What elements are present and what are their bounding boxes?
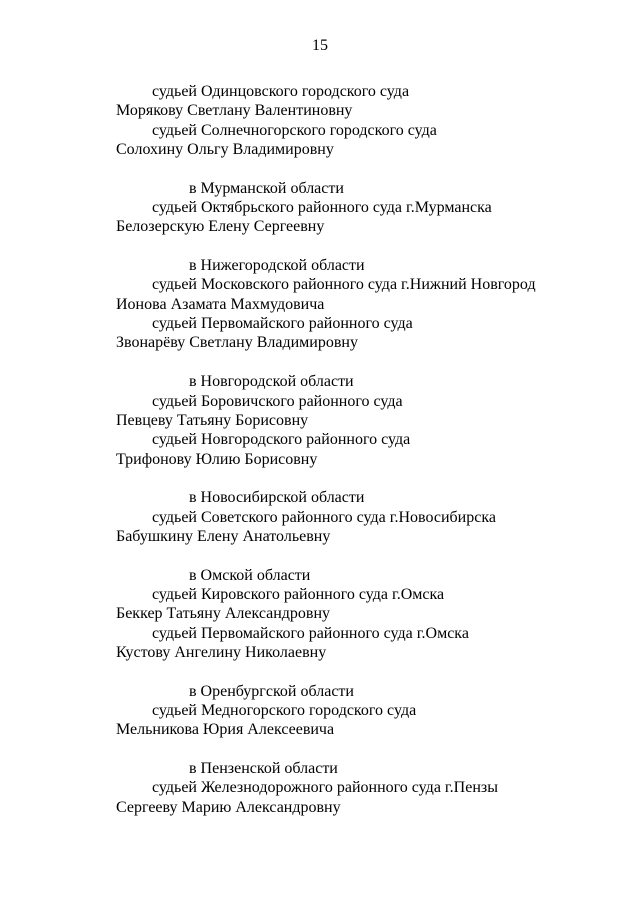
judge-name: Беккер Татьяну Александровну bbox=[116, 605, 331, 623]
judge-name: Звонарёву Светлану Владимировну bbox=[116, 334, 358, 352]
court-line: судьей Кировского районного суда г.Омска bbox=[152, 585, 445, 603]
judge-name: Трифонову Юлию Борисовну bbox=[116, 450, 318, 468]
region-heading: в Нижегородской области bbox=[189, 257, 365, 275]
judge-name: Ионова Азамата Махмудовича bbox=[116, 295, 325, 313]
region-heading: в Новгородской области bbox=[189, 373, 354, 391]
section-spacer bbox=[0, 662, 640, 681]
court-line: судьей Железнодорожного районного суда г.Пензы bbox=[152, 779, 498, 797]
section-spacer bbox=[0, 740, 640, 759]
region-heading: в Мурманской области bbox=[189, 179, 344, 197]
court-line: судьей Октябрьского районного суда г.Мурманска bbox=[152, 199, 492, 217]
judge-name: Мельникова Юрия Алексеевича bbox=[116, 721, 335, 739]
region-heading: в Пензенской области bbox=[189, 760, 338, 778]
section-spacer bbox=[0, 469, 640, 488]
judge-name: Сергееву Марию Александровну bbox=[116, 798, 341, 816]
judge-name: Морякову Светлану Валентиновну bbox=[116, 102, 353, 120]
section-spacer bbox=[0, 353, 640, 372]
court-line: судьей Новгородского районного суда bbox=[152, 431, 411, 449]
section-spacer bbox=[0, 159, 640, 178]
court-line: судьей Первомайского районного суда bbox=[152, 315, 413, 333]
court-line: судьей Московского районного суда г.Нижний Новгород bbox=[152, 276, 536, 294]
section-spacer bbox=[0, 237, 640, 256]
court-line: судьей Солнечногорского городского суда bbox=[152, 121, 437, 139]
judge-name: Солохину Ольгу Владимировну bbox=[116, 141, 334, 159]
court-line: судьей Советского районного суда г.Новосибирска bbox=[152, 508, 496, 526]
court-line: судьей Одинцовского городского суда bbox=[152, 83, 410, 100]
region-heading: в Омской области bbox=[189, 566, 311, 584]
court-line: судьей Боровичского районного суда bbox=[152, 392, 403, 410]
judge-name: Певцеву Татьяну Борисовну bbox=[116, 411, 309, 429]
court-line: судьей Первомайского районного суда г.Омска bbox=[152, 624, 469, 642]
region-heading: в Оренбургской области bbox=[189, 682, 354, 700]
section-spacer bbox=[0, 546, 640, 565]
region-heading: в Новосибирской области bbox=[189, 489, 365, 507]
judge-name: Кустову Ангелину Николаевну bbox=[116, 643, 327, 661]
judge-name: Бабушкину Елену Анатольевну bbox=[116, 527, 331, 545]
judge-name: Белозерскую Елену Сергеевну bbox=[116, 218, 325, 236]
page-number: 15 bbox=[312, 37, 328, 54]
court-line: судьей Медногорского городского суда bbox=[152, 702, 417, 719]
document-body bbox=[0, 82, 640, 817]
